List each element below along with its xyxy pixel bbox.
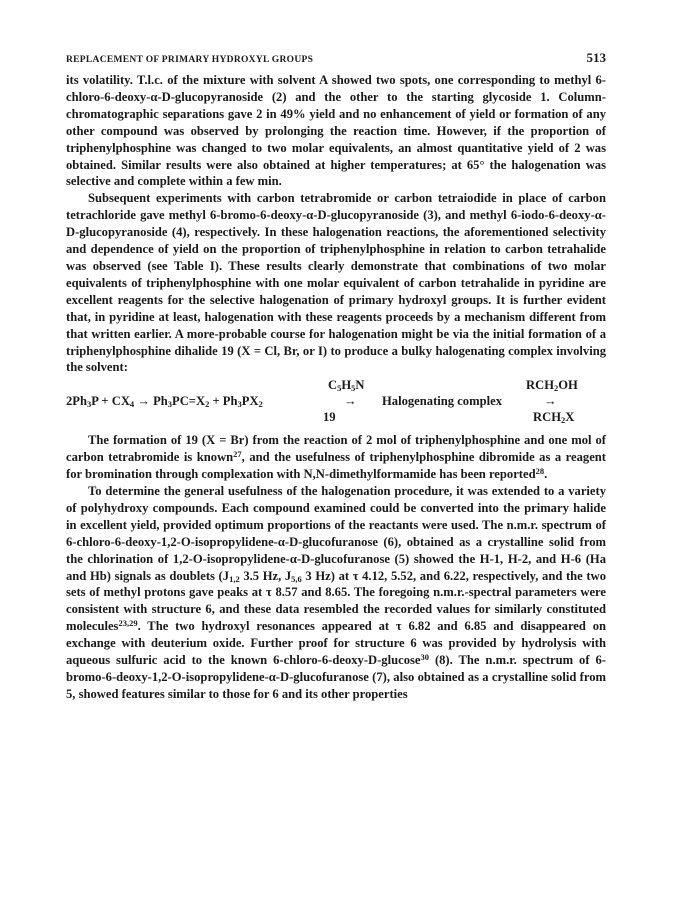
scheme-compound-number: 19	[323, 410, 336, 425]
body-text	[66, 72, 606, 703]
scheme-alcohol-label: $RCH_2OH$	[526, 378, 578, 394]
page-header	[66, 50, 606, 66]
scheme-product: $RCH_2X$	[533, 410, 575, 426]
scheme-arrow: →	[344, 394, 357, 409]
scheme-arrow-2: →	[544, 394, 557, 409]
page-number: 513	[586, 50, 606, 65]
scheme-solvent-label: $C_5H_5N$	[328, 378, 365, 394]
running-head: REPLACEMENT OF PRIMARY HYDROXYL GROUPS	[66, 55, 314, 65]
paragraph-1: its volatility. T.l.c. of the mixture with solvent A showed two spots, one corresponding to methyl 6-chloro-6-deoxy-α-D-glucopyranoside (2) and the other to the starting glycoside 1. Column-chromatographic separations gave 2 in 49% yield and no enhancement of yield or formation of any other compound was observed by prolonging the reaction time. However, if the proportion of triphenylphosphine was changed to two molar equivalents, an almost quantitative yield of 2 was obtained. Similar results were also obtained at higher temperatures; at 65° the halogenation was selective and complete within a few min.	[66, 73, 606, 189]
paragraph-3: The formation of 19 (X = Br) from the reaction of 2 mol of triphenylphosphine and one mol of carbon tetrabromide is known$^{27}$, and the usefulness of triphenylphosphine dibromide as a reagent for bromination through complexation with N,N-dimethylformamide has been reported$^{28}$.	[66, 433, 606, 482]
scheme-equation: $2Ph_3P + CX_4 \to Ph_3PC=X_2 + Ph_3PX_2$	[66, 394, 263, 410]
paragraph-4: To determine the general usefulness of the halogenation procedure, it was extended to a variety of polyhydroxy compounds. Each compound examined could be converted into the primary halide in excellent yield, provided optimum proportions of the reactants were used. The n.m.r. spectrum of 6-chloro-6-deoxy-1,2-O-isopropylidene-α-D-glucofuranose (6), obtained as a crystalline solid from the chlorination of 1,2-O-isopropylidene-α-D-glucofuranose (5) showed the H-1, H-2, and H-6 (Ha and Hb) signals as doublets ($J_{1,2}$ 3.5 Hz, $J_{5,6}$ 3 Hz) at τ 4.12, 5.52, and 6.22, respectively, and the two sets of methyl protons gave peaks at τ 8.57 and 8.65. The foregoing n.m.r.-spectral parameters were consistent with structure 6, and these data resembled the recorded values for similarly constituted molecules$^{23,29}$. The two hydroxyl resonances appeared at τ 6.82 and 6.85 and disappeared on exchange with deuterium oxide. Further proof for structure 6 was provided by hydrolysis with aqueous sulfuric acid to the known 6-chloro-6-deoxy-D-glucose$^{30}$ (8). The n.m.r. spectrum of 6-bromo-6-deoxy-1,2-O-isopropylidene-α-D-glucofuranose (7), also obtained as a crystalline solid from 5, showed features similar to those for 6 and its other properties	[66, 484, 606, 701]
reaction-scheme	[66, 377, 606, 427]
paragraph-2: Subsequent experiments with carbon tetrabromide or carbon tetraiodide in place of carbon tetrachloride gave methyl 6-bromo-6-deoxy-α-D-glucopyranoside (3), and methyl 6-iodo-6-deoxy-α-D-glucopyranoside (4), respectively. In these halogenation reactions, the aforementioned selectivity and dependence of yield on the proportion of triphenylphosphine in relation to carbon tetrahalide was observed (see Table I). These results clearly demonstrate that combinations of two molar equivalents of triphenylphosphine with one molar equivalent of carbon tetrahalide in pyridine are excellent reagents for the selective halogenation of primary hydroxyl groups. It is further evident that, in pyridine at least, halogenation with these reagents proceeds by a mechanism different from that written earlier. A more-probable course for halogenation might be via the initial formation of a triphenylphosphine dihalide 19 (X = Cl, Br, or I) to produce a bulky halogenating complex involving the solvent:	[66, 191, 606, 375]
scheme-complex: Halogenating complex	[382, 394, 502, 409]
